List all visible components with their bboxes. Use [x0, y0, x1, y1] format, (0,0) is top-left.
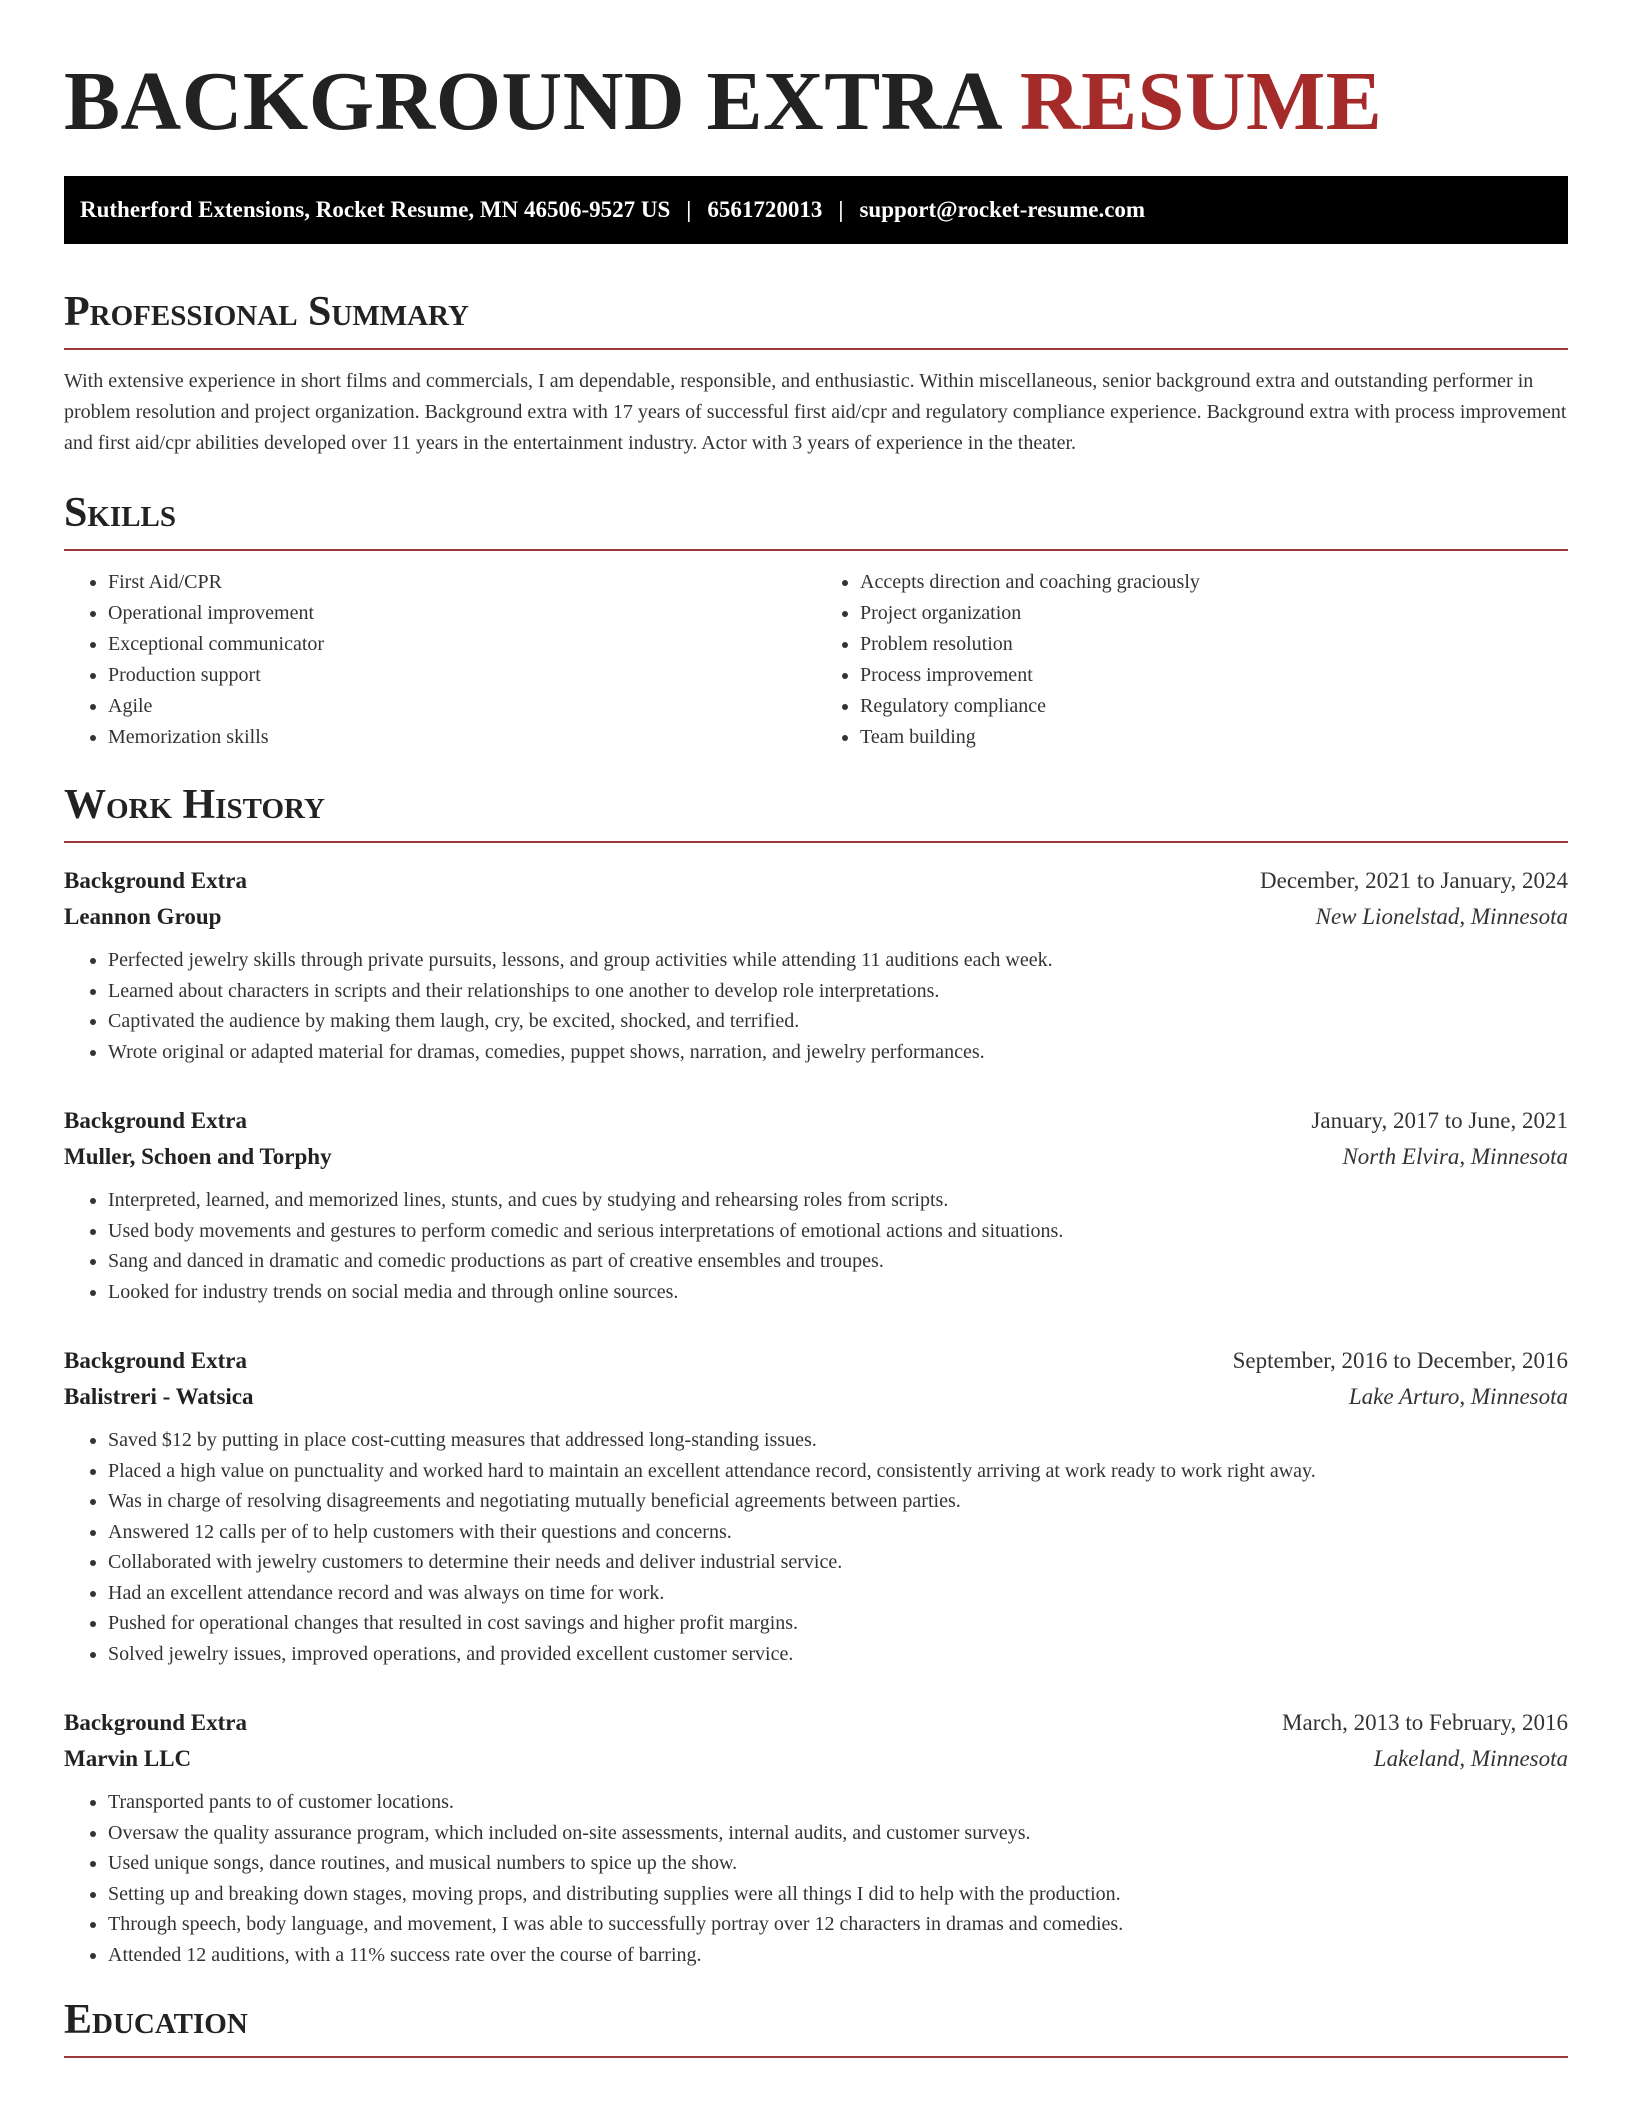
- job-header-row: [64, 1343, 1568, 1379]
- job-bullet: • Through speech, body language, and movement, I was able to successfully portray over 12 characters in dramas and comedies.: [108, 1909, 1568, 1940]
- job-title: Background Extra: [64, 868, 247, 893]
- job-header-row: [64, 1103, 1568, 1139]
- job-bullet: • Oversaw the quality assurance program, which included on-site assessments, internal audits, and customer surveys.: [108, 1818, 1568, 1849]
- work-history-section: [64, 781, 1568, 1970]
- job-title: Background Extra: [64, 1710, 247, 1735]
- job-dates: December, 2021 to January, 2024: [1260, 868, 1568, 893]
- contact-email: support@rocket-resume.com: [859, 197, 1146, 222]
- job-bullet: • Perfected jewelry skills through private pursuits, lessons, and group activities while attending 11 auditions each week.: [108, 945, 1568, 976]
- job-bullet: • Learned about characters in scripts and their relationships to one another to develop role interpretations.: [108, 976, 1568, 1007]
- job-location: Lakeland, Minnesota: [1373, 1746, 1568, 1771]
- skill-item: • Operational improvement: [108, 598, 816, 629]
- skills-columns: [64, 567, 1568, 753]
- job-bullet: • Used unique songs, dance routines, and musical numbers to spice up the show.: [108, 1848, 1568, 1879]
- job-dates: September, 2016 to December, 2016: [1232, 1348, 1568, 1373]
- skill-item: • Agile: [108, 691, 816, 722]
- job-entry: [64, 863, 1568, 1067]
- job-bullet: • Looked for industry trends on social media and through online sources.: [108, 1277, 1568, 1308]
- job-bullet: • Used body movements and gestures to perform comedic and serious interpretations of emotional actions and situations.: [108, 1216, 1568, 1247]
- job-bullet: • Captivated the audience by making them laugh, cry, be excited, shocked, and terrified.: [108, 1006, 1568, 1037]
- job-dates: January, 2017 to June, 2021: [1311, 1108, 1568, 1133]
- job-bullet: • Was in charge of resolving disagreements and negotiating mutually beneficial agreements between parties.: [108, 1486, 1568, 1517]
- job-entry: [64, 1103, 1568, 1307]
- job-company: Balistreri - Watsica: [64, 1384, 254, 1409]
- job-bullet: • Answered 12 calls per of to help customers with their questions and concerns.: [108, 1517, 1568, 1548]
- job-company-row: [64, 1139, 1568, 1175]
- job-company-row: [64, 1379, 1568, 1415]
- job-company: Leannon Group: [64, 904, 222, 929]
- contact-separator: |: [838, 197, 844, 222]
- section-divider: [64, 2056, 1568, 2058]
- contact-bar: [64, 176, 1568, 244]
- job-bullet: • Setting up and breaking down stages, moving props, and distributing supplies were all things I did to help with the production.: [108, 1879, 1568, 1910]
- section-divider: [64, 348, 1568, 350]
- skill-item: • Problem resolution: [860, 629, 1568, 660]
- contact-address: Rutherford Extensions, Rocket Resume, MN 46506-9527 US: [80, 197, 671, 222]
- skill-item: • Memorization skills: [108, 722, 816, 753]
- skill-item: • First Aid/CPR: [108, 567, 816, 598]
- contact-separator: |: [686, 197, 692, 222]
- education-heading: Education: [64, 1997, 248, 2043]
- job-bullet: • Interpreted, learned, and memorized lines, stunts, and cues by studying and rehearsing roles from scripts.: [108, 1185, 1568, 1216]
- job-location: Lake Arturo, Minnesota: [1348, 1384, 1568, 1409]
- skill-item: • Accepts direction and coaching graciously: [860, 567, 1568, 598]
- contact-phone: 6561720013: [707, 197, 823, 222]
- job-location: North Elvira, Minnesota: [1342, 1144, 1568, 1169]
- job-company: Marvin LLC: [64, 1746, 192, 1771]
- skills-heading: Skills: [64, 490, 177, 536]
- job-title: Background Extra: [64, 1348, 247, 1373]
- job-bullet: • Transported pants to of customer locations.: [108, 1787, 1568, 1818]
- title-main: BACKGROUND EXTRA: [64, 55, 999, 148]
- job-header-row: [64, 1705, 1568, 1741]
- title-accent: RESUME: [1019, 55, 1383, 148]
- job-bullets: [64, 1787, 1568, 1970]
- job-company: Muller, Schoen and Torphy: [64, 1144, 332, 1169]
- job-header-row: [64, 863, 1568, 899]
- job-entry: [64, 1343, 1568, 1669]
- skill-item: • Production support: [108, 660, 816, 691]
- education-section: [64, 1996, 1568, 2058]
- job-bullets: [64, 1425, 1568, 1669]
- job-bullets: [64, 945, 1568, 1067]
- skill-item: • Exceptional communicator: [108, 629, 816, 660]
- job-title: Background Extra: [64, 1108, 247, 1133]
- job-bullet: • Pushed for operational changes that resulted in cost savings and higher profit margins.: [108, 1608, 1568, 1639]
- summary-text: With extensive experience in short films and commercials, I am dependable, responsible, and enthusiastic. Within miscellaneous, senior background extra and outstanding performer in problem resolution and project organization. Background extra with 17 years of successful first aid/cpr and regulatory compliance experience. Background extra with process improvement and first aid/cpr abilities developed over 11 years in the entertainment industry. Actor with 3 years of experience in the theater.: [64, 370, 1567, 454]
- section-divider: [64, 841, 1568, 843]
- job-company-row: [64, 899, 1568, 935]
- job-dates: March, 2013 to February, 2016: [1282, 1710, 1568, 1735]
- job-bullet: • Placed a high value on punctuality and worked hard to maintain an excellent attendance record, consistently arriving at work ready to work right away.: [108, 1456, 1568, 1487]
- resume-title: [64, 52, 1568, 152]
- job-bullet: • Saved $12 by putting in place cost-cutting measures that addressed long-standing issues.: [108, 1425, 1568, 1456]
- job-bullet: • Sang and danced in dramatic and comedic productions as part of creative ensembles and troupes.: [108, 1246, 1568, 1277]
- skills-section: [64, 489, 1568, 753]
- summary-heading: Professional Summary: [64, 289, 469, 335]
- job-location: New Lionelstad, Minnesota: [1315, 904, 1568, 929]
- work-history-heading: Work History: [64, 782, 325, 828]
- section-divider: [64, 549, 1568, 551]
- skill-item: • Project organization: [860, 598, 1568, 629]
- summary-section: [64, 288, 1568, 459]
- skill-item: • Team building: [860, 722, 1568, 753]
- skills-list-left: [64, 567, 816, 753]
- job-company-row: [64, 1741, 1568, 1777]
- job-bullet: • Attended 12 auditions, with a 11% success rate over the course of barring.: [108, 1940, 1568, 1971]
- job-bullets: [64, 1185, 1568, 1307]
- job-bullet: • Wrote original or adapted material for dramas, comedies, puppet shows, narration, and jewelry performances.: [108, 1037, 1568, 1068]
- job-bullet: • Collaborated with jewelry customers to determine their needs and deliver industrial service.: [108, 1547, 1568, 1578]
- job-bullet: • Had an excellent attendance record and was always on time for work.: [108, 1578, 1568, 1609]
- skills-list-right: [816, 567, 1568, 753]
- job-entry: [64, 1705, 1568, 1970]
- skill-item: • Regulatory compliance: [860, 691, 1568, 722]
- skill-item: • Process improvement: [860, 660, 1568, 691]
- job-bullet: • Solved jewelry issues, improved operations, and provided excellent customer service.: [108, 1639, 1568, 1670]
